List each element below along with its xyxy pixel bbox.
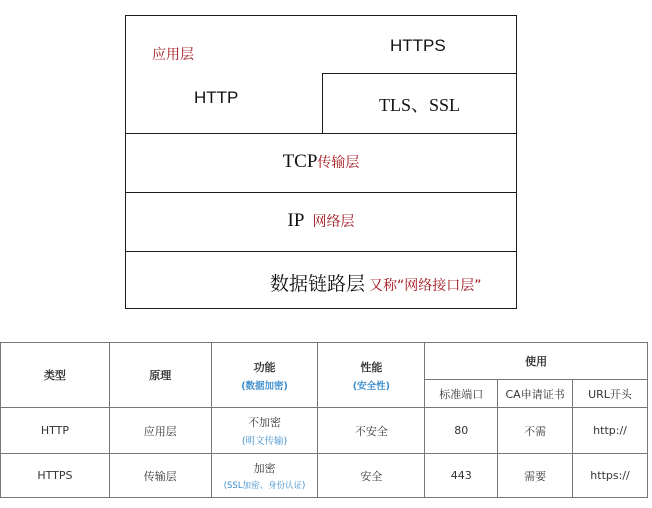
transport-layer	[126, 133, 516, 192]
cell-url: http://	[573, 408, 648, 454]
cell-function-note: (明文传输)	[241, 436, 288, 447]
cell-ca: 需要	[498, 454, 573, 498]
network-layer	[126, 192, 516, 251]
cell-performance: 不安全	[318, 408, 425, 454]
cell-function-label: 加密	[253, 462, 276, 475]
header-performance-label: 性能	[360, 360, 383, 374]
application-layer	[126, 16, 516, 133]
tcp-label: TCP	[282, 151, 318, 172]
header-function-label: 功能	[253, 360, 276, 374]
tls-ssl-label: TLS、SSL	[378, 95, 461, 115]
http-label: HTTP	[194, 88, 239, 107]
application-layer-label: 应用层	[152, 47, 194, 63]
tls-ssl-box	[322, 73, 516, 133]
cell-type: HTTPS	[1, 454, 110, 498]
datalink-layer-label: 数据链路层	[270, 274, 366, 295]
cell-function	[211, 454, 318, 498]
header-principle: 原理	[109, 343, 211, 408]
datalink-layer	[126, 251, 516, 309]
datalink-layer-note: 又称“网络接口层”	[369, 278, 482, 294]
table-header-row	[1, 343, 648, 380]
header-function-note: (数据加密)	[241, 380, 288, 392]
header-usage: 使用	[425, 343, 648, 380]
cell-url: https://	[573, 454, 648, 498]
header-type: 类型	[1, 343, 110, 408]
cell-port: 443	[425, 454, 498, 498]
header-url: URL开头	[573, 380, 648, 408]
cell-principle: 传输层	[109, 454, 211, 498]
cell-function	[211, 408, 318, 454]
table-row	[1, 408, 648, 454]
cell-function-label: 不加密	[248, 416, 282, 429]
cell-port: 80	[425, 408, 498, 454]
protocol-layer-diagram	[125, 15, 517, 309]
header-port: 标准端口	[425, 380, 498, 408]
header-function	[211, 343, 318, 408]
cell-performance: 安全	[318, 454, 425, 498]
table-row	[1, 454, 648, 498]
header-ca: CA申请证书	[498, 380, 573, 408]
cell-ca: 不需	[498, 408, 573, 454]
http-https-comparison-table	[0, 342, 648, 498]
transport-layer-label: 传输层	[317, 155, 360, 171]
header-performance-note: (安全性)	[352, 380, 390, 392]
header-performance	[318, 343, 425, 408]
cell-principle: 应用层	[109, 408, 211, 454]
cell-type: HTTP	[1, 408, 110, 454]
network-layer-label: 网络层	[312, 214, 355, 230]
ip-label: IP	[287, 210, 305, 231]
cell-function-note: (SSL加密、身份认证)	[223, 481, 306, 491]
https-label: HTTPS	[390, 36, 446, 55]
